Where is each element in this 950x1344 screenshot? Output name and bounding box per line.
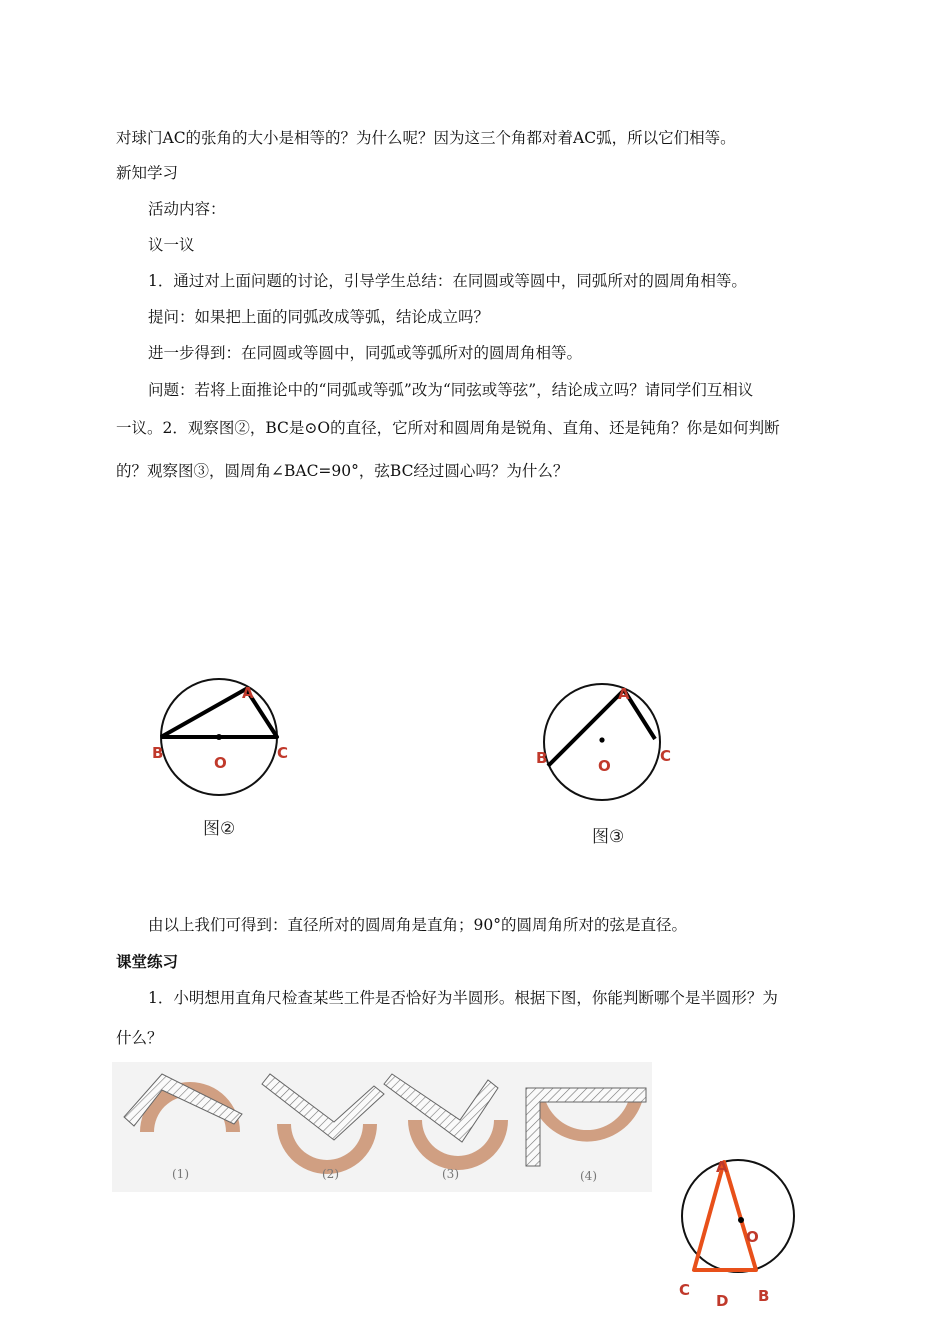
paragraph: 什么？ [116, 1029, 163, 1047]
label-4: (4) [580, 1169, 597, 1183]
paragraph: 进一步得到：在同圆或等圆中，同弧或等弧所对的圆周角相等。 [148, 344, 583, 362]
triangle [694, 1162, 756, 1270]
set-square [384, 1074, 498, 1142]
label-c: C [277, 744, 289, 762]
paragraph: 1．通过对上面问题的讨论，引导学生总结：在同圆或等圆中，同弧所对的圆周角相等。 [148, 272, 747, 290]
figure-3-caption: 图③ [592, 827, 625, 847]
label-o: O [746, 1228, 759, 1246]
paragraph: 提问：如果把上面的同弧改成等弧，结论成立吗？ [148, 308, 490, 326]
label-o: O [214, 754, 227, 772]
label-2: (2) [322, 1167, 339, 1181]
label-a: A [618, 685, 630, 703]
label-b: B [152, 744, 164, 762]
label-a: A [716, 1158, 728, 1176]
center-point [599, 737, 604, 742]
figure-4 [670, 1150, 810, 1320]
figure-2 [140, 670, 320, 820]
workpieces-photo [112, 1062, 652, 1192]
paragraph: 由以上我们可得到：直径所对的圆周角是直角；90°的圆周角所对的弦是直径。 [148, 916, 687, 934]
label-b: B [536, 749, 548, 767]
paragraph: 活动内容： [148, 200, 226, 218]
label-3: (3) [442, 1167, 459, 1181]
semicircle-piece [532, 1102, 642, 1142]
label-o: O [598, 757, 611, 775]
label-a: A [242, 684, 254, 702]
center-point [216, 734, 222, 740]
chords [548, 690, 655, 766]
section-heading: 新知学习 [116, 164, 179, 182]
paragraph: 对球门AC的张角的大小是相等的？为什么呢？因为这三个角都对着AC弧，所以它们相等。 [116, 129, 736, 147]
paragraph: 一议。2．观察图②，BC是⊙O的直径，它所对和圆周角是锐角、直角、还是钝角？你是如何判断 [116, 419, 780, 437]
label-c: C [679, 1281, 691, 1299]
set-square [526, 1088, 646, 1166]
paragraph: 1．小明想用直角尺检查某些工件是否恰好为半圆形。根据下图，你能判断哪个是半圆形？为 [148, 989, 778, 1007]
label-1: (1) [172, 1167, 189, 1181]
section-heading: 课堂练习 [116, 953, 179, 971]
figure-3 [530, 670, 710, 820]
center-point [738, 1217, 744, 1223]
paragraph: 问题：若将上面推论中的“同弧或等弧”改为“同弦或等弦”，结论成立吗？请同学们互相议 [148, 381, 754, 399]
label-c: C [660, 747, 672, 765]
label-d: D [716, 1292, 729, 1310]
paragraph: 议一议 [148, 236, 195, 254]
figure-2-caption: 图② [203, 819, 236, 839]
paragraph: 的？观察图③，圆周角∠BAC=90°，弦BC经过圆心吗？为什么？ [116, 462, 569, 480]
label-b: B [758, 1287, 770, 1305]
